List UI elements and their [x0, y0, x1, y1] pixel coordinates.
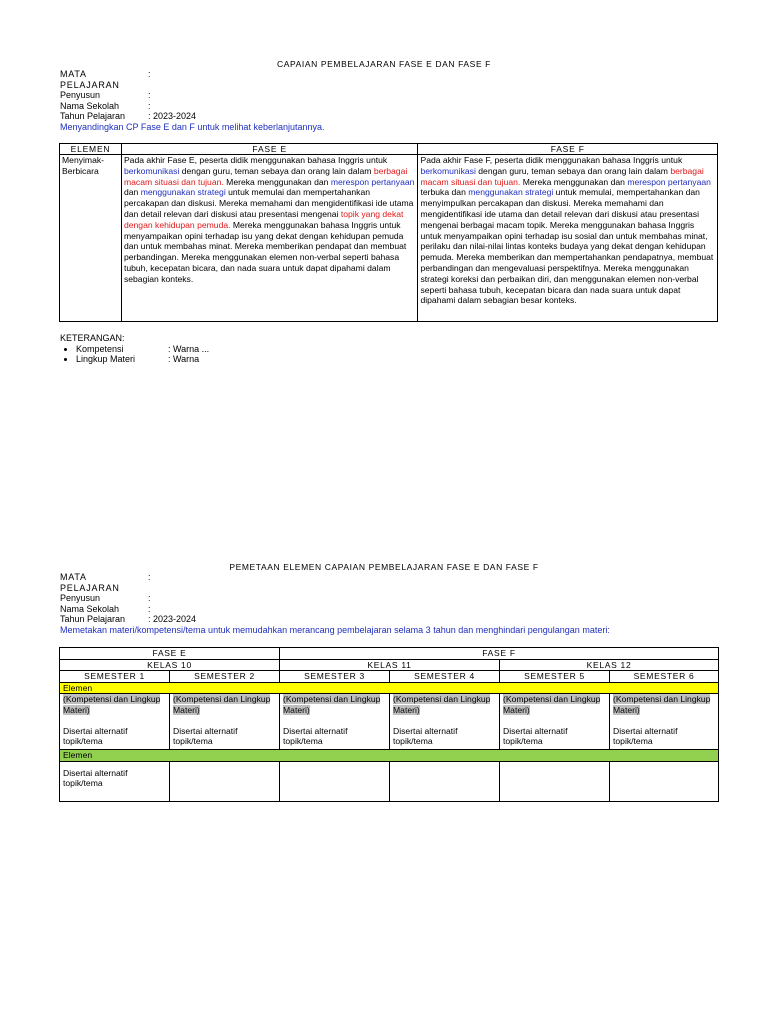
- table-row: [60, 761, 719, 801]
- meta-row-sekolah: [60, 101, 196, 112]
- elemen-row-2: [60, 750, 719, 762]
- semester-5-header: SEMESTER 5: [500, 671, 610, 683]
- meta-label: Nama Sekolah: [60, 603, 120, 614]
- semester-row: [60, 671, 719, 683]
- alt-placeholder: Disertai alternatif topik/tema: [283, 725, 348, 746]
- meta-label: Penyusun: [60, 90, 101, 100]
- fase-f-header: FASE F: [280, 648, 719, 660]
- kompetensi-placeholder: (Kompetensi dan Lingkup Materi): [63, 694, 161, 715]
- alt-placeholder: Disertai alternatif topik/tema: [63, 725, 128, 746]
- semester-2-cell: [170, 761, 280, 801]
- section2-intro: Memetakan materi/kompetensi/tema untuk memudahkan merancang pembelajaran selama 3 tahun dan menghindari pengulangan materi:: [60, 625, 610, 635]
- semester-5-cell: [500, 694, 610, 750]
- header-fase-f: FASE F: [418, 144, 718, 155]
- section1-meta: [60, 69, 196, 122]
- kompetensi-placeholder: (Kompetensi dan Lingkup Materi): [613, 694, 711, 715]
- kompetensi-placeholder: (Kompetensi dan Lingkup Materi): [393, 694, 491, 715]
- meta-row-sekolah: [60, 604, 196, 615]
- meta-row-tahun: [60, 111, 196, 122]
- meta-label: Tahun Pelajaran: [60, 111, 126, 121]
- fase-e-cell: Pada akhir Fase E, peserta didik menggunakan bahasa Inggris untuk berkomunikasi dengan guru, teman sebaya dan orang lain dalam berbagai macam situasi dan tujuan. Mereka menggunakan dan merespon pertanyaan dan menggunakan strategi untuk memulai dan mempertahankan percakapan dan diskusi. Mereka memahami dan mengidentifikasi ide utama dan detail relevan dari diskusi atau presentasi mengenai topik yang dekat dengan kehidupan pemuda. Mereka menggunakan bahasa Inggris untuk menyampaikan opini terhadap isu yang dekat dengan kehidupan pemuda dan untuk membahas minat. Mereka memberikan pendapat dan membuat perbandingan. Mereka menggunakan elemen non-verbal seperti bahasa tubuh, kecepatan bicara, dan nada suara untuk dapat dipahami dalam sebagian konteks.: [121, 155, 418, 322]
- semester-3-cell: [280, 761, 390, 801]
- mapping-table: [59, 647, 719, 802]
- fase-row: [60, 648, 719, 660]
- semester-6-cell: [610, 761, 719, 801]
- header-elemen: ELEMEN: [60, 144, 122, 155]
- alt-placeholder: Disertai alternatif topik/tema: [63, 767, 128, 788]
- semester-6-cell: [610, 694, 719, 750]
- alt-placeholder: Disertai alternatif topik/tema: [613, 725, 678, 746]
- highlight-respond: merespon pertanyaan: [627, 176, 711, 187]
- elemen-row-1: [60, 682, 719, 694]
- semester-1-cell: [60, 694, 170, 750]
- highlight-communicate: berkomunikasi: [420, 165, 476, 176]
- meta-row-penyusun: [60, 593, 196, 604]
- meta-row-mapel: [60, 572, 196, 593]
- keterangan: [60, 333, 209, 365]
- kelas-11-header: KELAS 11: [280, 659, 500, 671]
- meta-label: Nama Sekolah: [60, 100, 120, 111]
- highlight-respond: merespon pertanyaan: [330, 176, 415, 187]
- meta-value: :: [148, 572, 151, 582]
- kompetensi-placeholder: (Kompetensi dan Lingkup Materi): [173, 694, 271, 715]
- list-item: • Kompetensi : Warna ...: [76, 344, 209, 355]
- meta-label: MATA PELAJARAN: [60, 69, 120, 90]
- meta-label: MATA PELAJARAN: [60, 572, 120, 593]
- section1-intro: Menyandingkan CP Fase E dan F untuk melihat keberlanjutannya.: [60, 122, 325, 132]
- header-fase-e: FASE E: [121, 144, 418, 155]
- table-row: [60, 694, 719, 750]
- semester-3-header: SEMESTER 3: [280, 671, 390, 683]
- semester-4-header: SEMESTER 4: [390, 671, 500, 683]
- meta-value: :: [148, 69, 151, 79]
- meta-value: :: [148, 603, 151, 614]
- highlight-topic: topik yang dekat dengan kehidupan pemuda.: [123, 208, 404, 230]
- semester-2-header: SEMESTER 2: [170, 671, 280, 683]
- alt-placeholder: Disertai alternatif topik/tema: [503, 725, 568, 746]
- fase-f-cell: Pada akhir Fase F, peserta didik menggunakan bahasa Inggris untuk berkomunikasi dengan guru, teman sebaya dan orang lain dalam berbagai macam situasi dan tujuan. Mereka menggunakan dan merespon pertanyaan terbuka dan menggunakan strategi untuk memulai, mempertahankan dan menyimpulkan percakapan dan diskusi. Mereka memahami dan mengidentifikasi ide utama dan detail relevan dari diskusi atau presentasi mengenai berbagai macam topik. Mereka menggunakan bahasa Inggris untuk menyampaikan opini terhadap isu sosial dan untuk membahas minat, perilaku dan nilai-nilai lintas konteks budaya yang dekat dengan kehidupan pemuda. Mereka memberikan dan mempertahankan pendapatnya, membuat perbandingan dan mengevaluasi perspektifnya. Mereka menggunakan strategi koreksi dan perbaikan diri, dan menggunakan elemen non-verbal seperti bahasa tubuh, kecepatan bicara dan nada suara untuk dapat dipahami dalam sebagian besar konteks.: [418, 155, 718, 322]
- meta-row-mapel: [60, 69, 196, 90]
- meta-row-penyusun: [60, 90, 196, 101]
- kelas-10-header: KELAS 10: [60, 659, 280, 671]
- semester-5-cell: [500, 761, 610, 801]
- highlight-strategy: menggunakan strategi: [468, 187, 554, 198]
- highlight-strategy: menggunakan strategi: [140, 187, 226, 198]
- semester-1-cell: [60, 761, 170, 801]
- semester-1-header: SEMESTER 1: [60, 671, 170, 683]
- highlight-communicate: berkomunikasi: [123, 165, 180, 176]
- meta-value: :: [148, 593, 151, 603]
- highlight-situation: berbagai macam situasi dan tujuan.: [123, 165, 408, 187]
- highlight-situation: berbagai macam situasi dan tujuan.: [420, 165, 704, 187]
- keterangan-heading: KETERANGAN:: [60, 333, 125, 343]
- section2-title: PEMETAAN ELEMEN CAPAIAN PEMBELAJARAN FASE E DAN FASE F: [229, 562, 539, 572]
- semester-4-cell: [390, 761, 500, 801]
- kelas-12-header: KELAS 12: [500, 659, 719, 671]
- kompetensi-placeholder: (Kompetensi dan Lingkup Materi): [283, 694, 381, 715]
- semester-3-cell: [280, 694, 390, 750]
- elemen-label: Elemen: [60, 750, 719, 762]
- meta-label: Tahun Pelajaran: [60, 614, 126, 624]
- table-row: [60, 155, 718, 322]
- kompetensi-placeholder: (Kompetensi dan Lingkup Materi): [503, 694, 601, 715]
- cp-comparison-table: [59, 143, 718, 322]
- table-header-row: [60, 144, 718, 155]
- fase-e-header: FASE E: [60, 648, 280, 660]
- meta-row-tahun: [60, 614, 196, 625]
- meta-value: :: [148, 100, 151, 111]
- alt-placeholder: Disertai alternatif topik/tema: [173, 725, 238, 746]
- alt-placeholder: Disertai alternatif topik/tema: [393, 725, 458, 746]
- kelas-row: [60, 659, 719, 671]
- semester-4-cell: [390, 694, 500, 750]
- section2-meta: [60, 572, 196, 625]
- meta-value: : 2023-2024: [148, 111, 197, 121]
- semester-2-cell: [170, 694, 280, 750]
- elemen-label: Elemen: [60, 682, 719, 694]
- meta-label: Penyusun: [60, 593, 101, 603]
- meta-value: :: [148, 90, 151, 100]
- meta-value: : 2023-2024: [148, 614, 197, 624]
- list-item: • Lingkup Materi : Warna: [76, 354, 209, 365]
- section1-title: CAPAIAN PEMBELAJARAN FASE E DAN FASE F: [277, 59, 491, 69]
- element-cell: Menyimak-Berbicara: [60, 155, 122, 322]
- semester-6-header: SEMESTER 6: [610, 671, 719, 683]
